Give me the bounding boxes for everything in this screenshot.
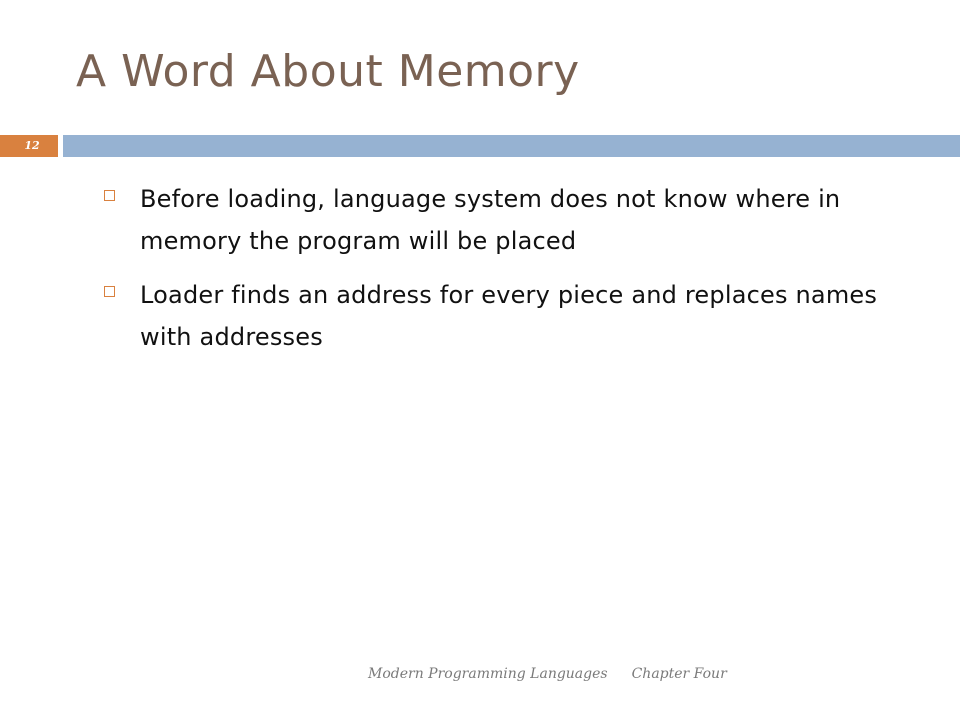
- title-divider: [0, 135, 960, 157]
- footer-chapter: Chapter Four: [631, 666, 727, 682]
- hollow-square-icon: [104, 286, 115, 297]
- hollow-square-icon: [104, 190, 115, 201]
- bullet-text: Before loading, language system does not know where in memory the program will be placed: [140, 185, 841, 255]
- bullet-text: Loader finds an address for every piece and replaces names with addresses: [140, 281, 878, 351]
- footer-course: Modern Programming Languages: [368, 666, 608, 682]
- slide-number-badge: 12: [0, 135, 58, 157]
- bullet-item: [104, 178, 924, 262]
- bullet-item: [104, 274, 924, 358]
- slide-title: A Word About Memory: [76, 46, 580, 97]
- slide-footer: [368, 666, 727, 682]
- divider-bar: [63, 135, 960, 157]
- bullet-list: [104, 178, 924, 370]
